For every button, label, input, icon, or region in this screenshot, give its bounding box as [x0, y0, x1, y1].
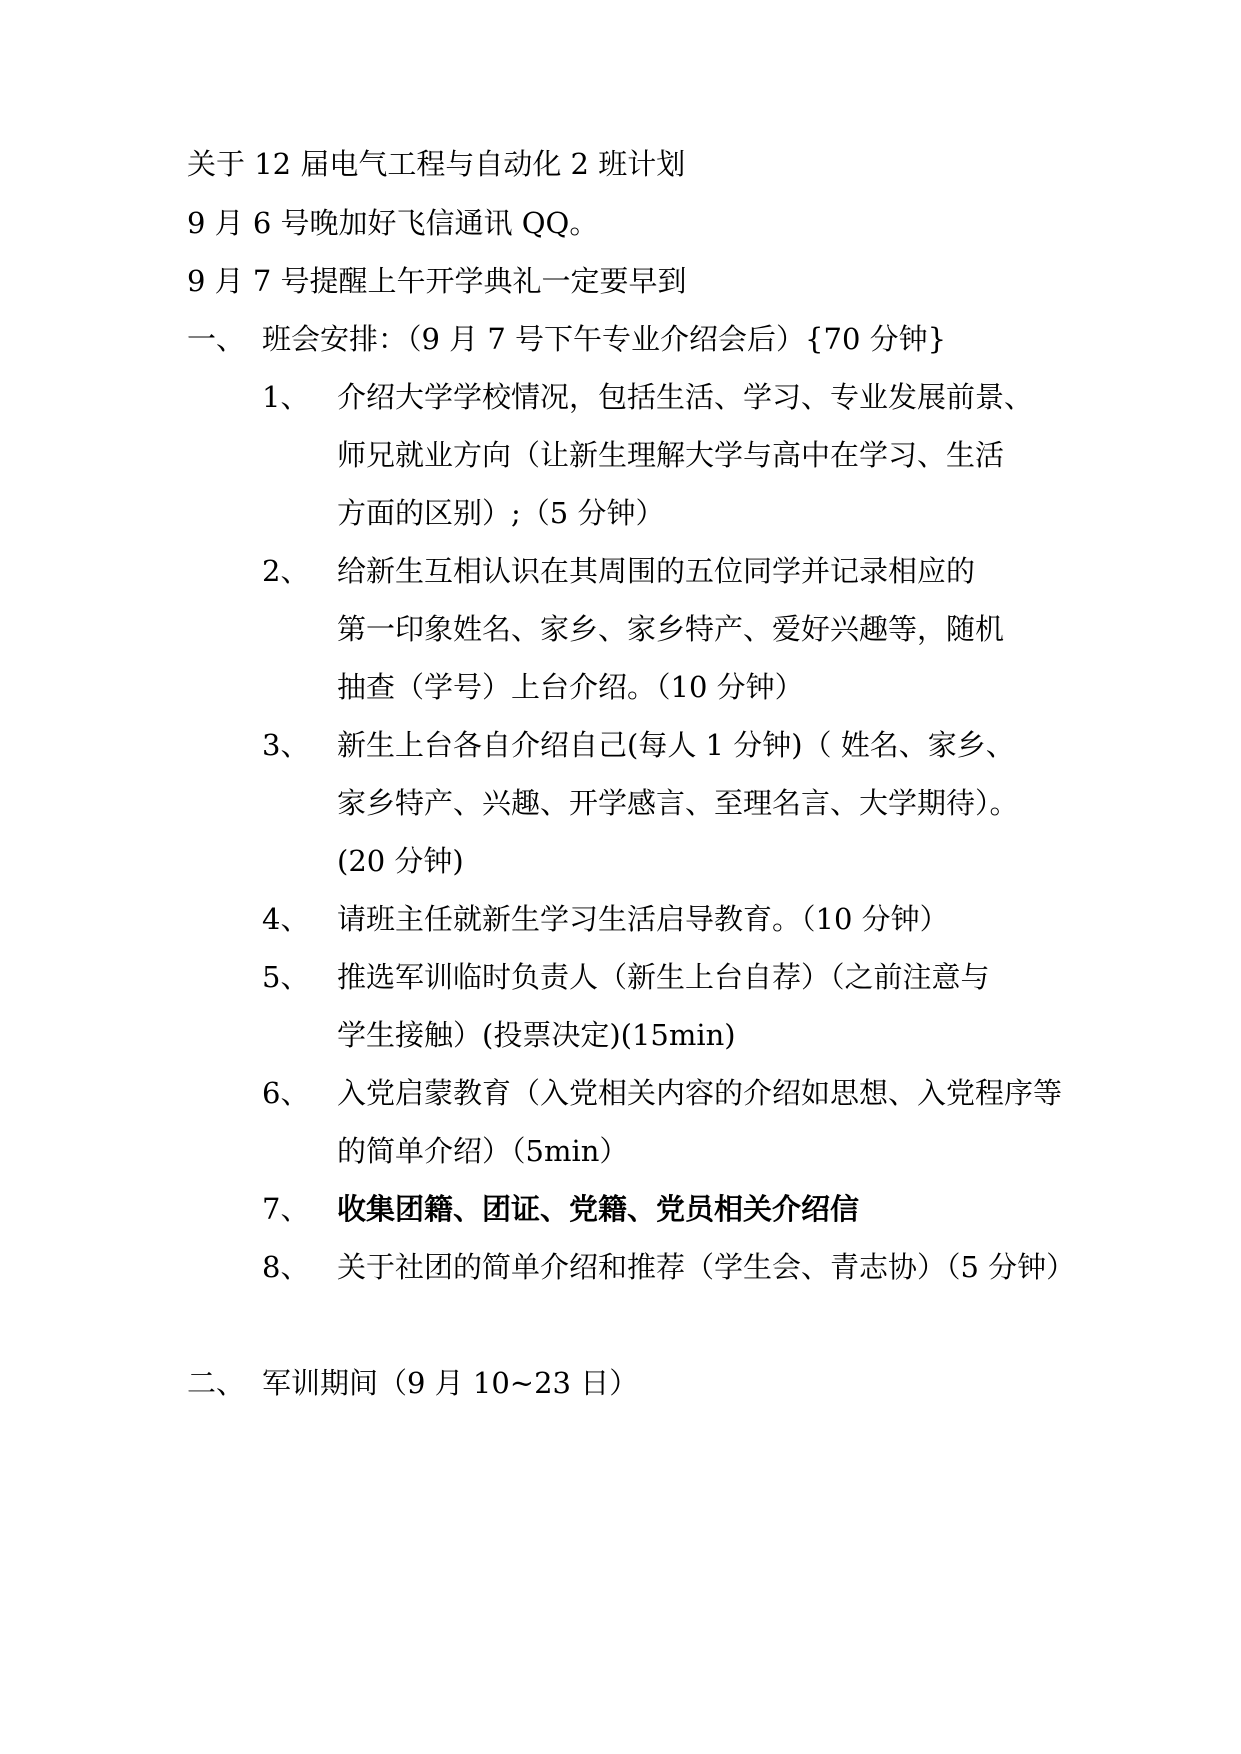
item-1-line-2: 师兄就业方向（让新生理解大学与高中在学习、生活 [337, 438, 1005, 472]
intro-line-2: 9 月 7 号提醒上午开学典礼一定要早到 [187, 264, 687, 298]
item-1-number: 1、 [262, 380, 310, 414]
item-3-line-2: 家乡特产、兴趣、开学感言、至理名言、大学期待）。 [337, 786, 1019, 820]
item-6-number: 6、 [262, 1076, 310, 1110]
item-2-line-1: 给新生互相认识在其周围的五位同学并记录相应的 [337, 554, 976, 588]
section-2-number: 二、 [187, 1366, 246, 1400]
section-1-number: 一、 [187, 322, 246, 356]
item-1-line-1: 介绍大学学校情况，包括生活、学习、专业发展前景、 [337, 380, 1034, 414]
item-3-line-3: (20 分钟) [337, 844, 464, 878]
item-6-line-1: 入党启蒙教育（入党相关内容的介绍如思想、入党程序等 [337, 1076, 1063, 1110]
item-2-line-3: 抽查（学号）上台介绍。（10 分钟） [337, 670, 804, 704]
item-2-line-2: 第一印象姓名、家乡、家乡特产、爱好兴趣等，随机 [337, 612, 1005, 646]
item-5-number: 5、 [262, 960, 310, 994]
doc-title: 关于 12 届电气工程与自动化 2 班计划 [187, 147, 686, 181]
item-8-line-1: 关于社团的简单介绍和推荐（学生会、青志协）（5 分钟） [337, 1250, 1076, 1284]
intro-line-1: 9 月 6 号晚加好飞信通讯 QQ。 [187, 206, 599, 240]
section-2-title: 军训期间（9 月 10~23 日） [262, 1366, 639, 1400]
item-2-number: 2、 [262, 554, 310, 588]
item-8-number: 8、 [262, 1250, 310, 1284]
item-4-number: 4、 [262, 902, 310, 936]
item-3-number: 3、 [262, 728, 310, 762]
item-6-line-2: 的简单介绍）（5min） [337, 1134, 629, 1168]
item-7-number: 7、 [262, 1192, 310, 1226]
item-7-line-1: 收集团籍、团证、党籍、党员相关介绍信 [337, 1192, 860, 1226]
item-4-line-1: 请班主任就新生学习生活启导教育。（10 分钟） [337, 902, 949, 936]
item-3-line-1: 新生上台各自介绍自己(每人 1 分钟)（ 姓名、家乡、 [337, 728, 1015, 762]
item-1-line-3: 方面的区别）;（5 分钟） [337, 496, 665, 530]
item-5-line-1: 推选军训临时负责人（新生上台自荐）（之前注意与 [337, 960, 990, 994]
item-5-line-2: 学生接触）(投票决定)(15min) [337, 1018, 736, 1052]
section-1-title: 班会安排：（9 月 7 号下午专业介绍会后）{70 分钟} [262, 322, 947, 356]
